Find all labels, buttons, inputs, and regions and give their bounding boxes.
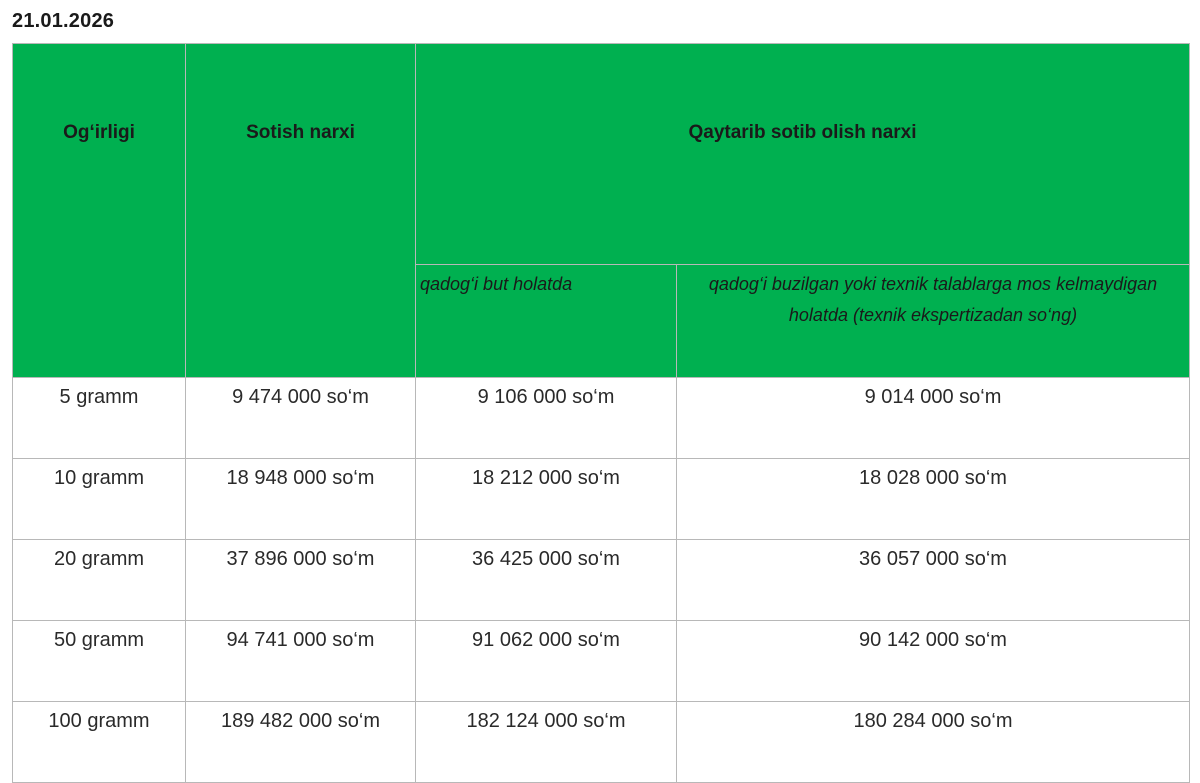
table-row <box>13 459 1190 540</box>
sell-price-cell: 18 948 000 so‘m <box>186 459 416 540</box>
buyback-damaged-cell: 9 014 000 so‘m <box>677 378 1190 459</box>
table-row <box>13 621 1190 702</box>
sell-price-cell: 94 741 000 so‘m <box>186 621 416 702</box>
buyback-damaged-cell: 180 284 000 so‘m <box>677 702 1190 783</box>
table-row <box>13 378 1190 459</box>
buyback-damaged-cell: 18 028 000 so‘m <box>677 459 1190 540</box>
buyback-damaged-cell: 36 057 000 so‘m <box>677 540 1190 621</box>
table-row <box>13 540 1190 621</box>
buyback-intact-cell: 18 212 000 so‘m <box>416 459 677 540</box>
buyback-damaged-cell: 90 142 000 so‘m <box>677 621 1190 702</box>
table-row <box>13 702 1190 783</box>
buyback-intact-cell: 182 124 000 so‘m <box>416 702 677 783</box>
header-buyback-price: Qaytarib sotib olish narxi <box>416 44 1190 265</box>
header-buyback-intact: qadog‘i but holatda <box>416 265 677 378</box>
header-weight: Og‘irligi <box>13 44 186 378</box>
weight-cell: 100 gramm <box>13 702 186 783</box>
buyback-intact-cell: 36 425 000 so‘m <box>416 540 677 621</box>
sell-price-cell: 37 896 000 so‘m <box>186 540 416 621</box>
price-table <box>12 43 1190 783</box>
weight-cell: 10 gramm <box>13 459 186 540</box>
weight-cell: 20 gramm <box>13 540 186 621</box>
sell-price-cell: 9 474 000 so‘m <box>186 378 416 459</box>
weight-cell: 50 gramm <box>13 621 186 702</box>
header-sell-price: Sotish narxi <box>186 44 416 378</box>
table-body <box>13 378 1190 783</box>
sell-price-cell: 189 482 000 so‘m <box>186 702 416 783</box>
date-label: 21.01.2026 <box>12 10 115 32</box>
buyback-intact-cell: 9 106 000 so‘m <box>416 378 677 459</box>
table-header <box>13 44 1190 378</box>
buyback-intact-cell: 91 062 000 so‘m <box>416 621 677 702</box>
weight-cell: 5 gramm <box>13 378 186 459</box>
header-buyback-damaged: qadog‘i buzilgan yoki texnik talablarga mos kelmaydigan holatda (texnik ekspertizadan so‘ng) <box>677 265 1190 378</box>
